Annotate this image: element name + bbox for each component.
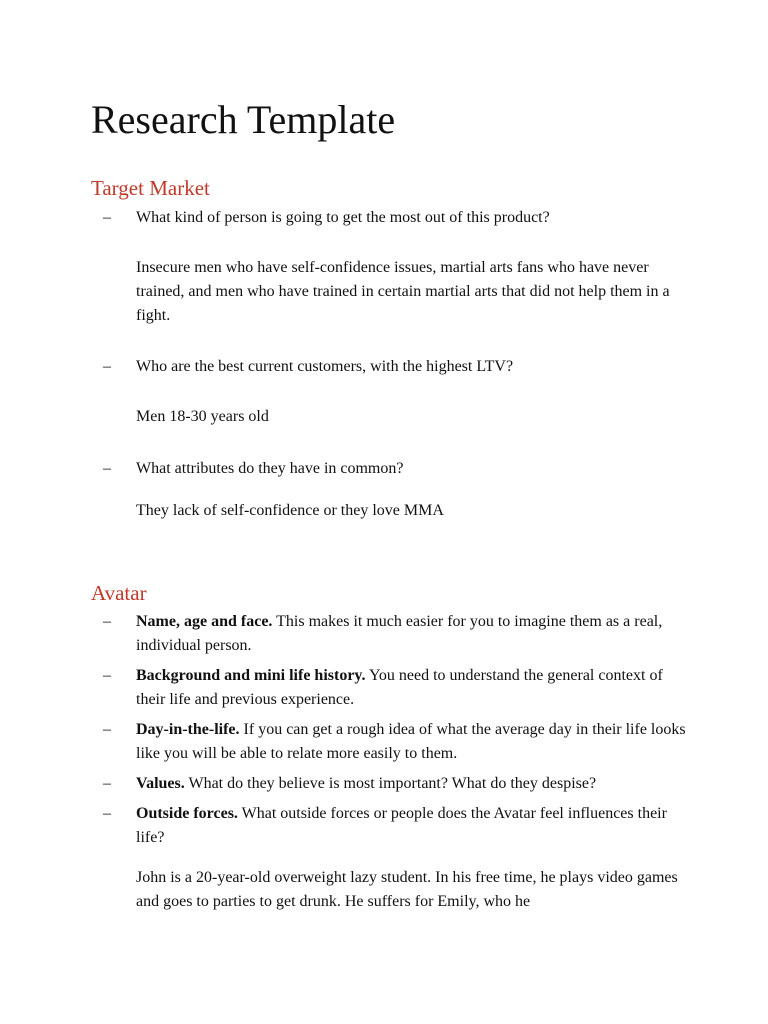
bullet-dash: – (103, 358, 111, 375)
bullet-dash: – (103, 209, 111, 226)
document-title: Research Template (91, 97, 396, 142)
avatar-story-text: John is a 20-year-old overweight lazy student. In his free time, he plays video games and goes to parties to get drunk. He suffers for Emily, who he (136, 869, 678, 910)
target-market-heading: Target Market (91, 176, 210, 200)
avatar-item-label: Background and mini life history. (136, 667, 366, 684)
avatar-item (136, 802, 696, 850)
question-text: Who are the best current customers, with the highest LTV? (136, 358, 514, 375)
avatar-item-text: What outside forces or people does the Avatar feel influences their life? (136, 805, 667, 846)
bullet-dash: – (103, 460, 111, 477)
avatar-item-text: What do they believe is most important? What do they despise? (184, 775, 597, 792)
bullet-dash: – (103, 805, 111, 822)
question-text: What kind of person is going to get the most out of this product? (136, 209, 550, 226)
avatar-item-label: Values. (136, 775, 185, 792)
avatar-item (136, 718, 696, 766)
avatar-item-text: If you can get a rough idea of what the average day in their life looks like you will be able to relate more easily to them. (136, 721, 686, 762)
avatar-item (136, 772, 696, 796)
bullet-dash: – (103, 721, 111, 738)
answer-text: They lack of self-confidence or they love MMA (136, 502, 444, 519)
question-text: What attributes do they have in common? (136, 460, 404, 477)
avatar-item-label: Outside forces. (136, 805, 238, 822)
bullet-dash: – (103, 667, 111, 684)
avatar-item-text: This makes it much easier for you to imagine them as a real, individual person. (136, 613, 663, 654)
answer-text: Insecure men who have self-confidence issues, martial arts fans who have never trained, and men who have trained in certain martial arts that did not help them in a fight. (136, 259, 670, 324)
avatar-item (136, 610, 696, 658)
answer-text: Men 18-30 years old (136, 408, 269, 425)
avatar-item-text: You need to understand the general context of their life and previous experience. (136, 667, 663, 708)
avatar-item-label: Name, age and face. (136, 613, 273, 630)
avatar-item (136, 664, 696, 712)
avatar-heading: Avatar (91, 581, 147, 605)
bullet-dash: – (103, 613, 111, 630)
avatar-item-label: Day-in-the-life. (136, 721, 240, 738)
bullet-dash: – (103, 775, 111, 792)
